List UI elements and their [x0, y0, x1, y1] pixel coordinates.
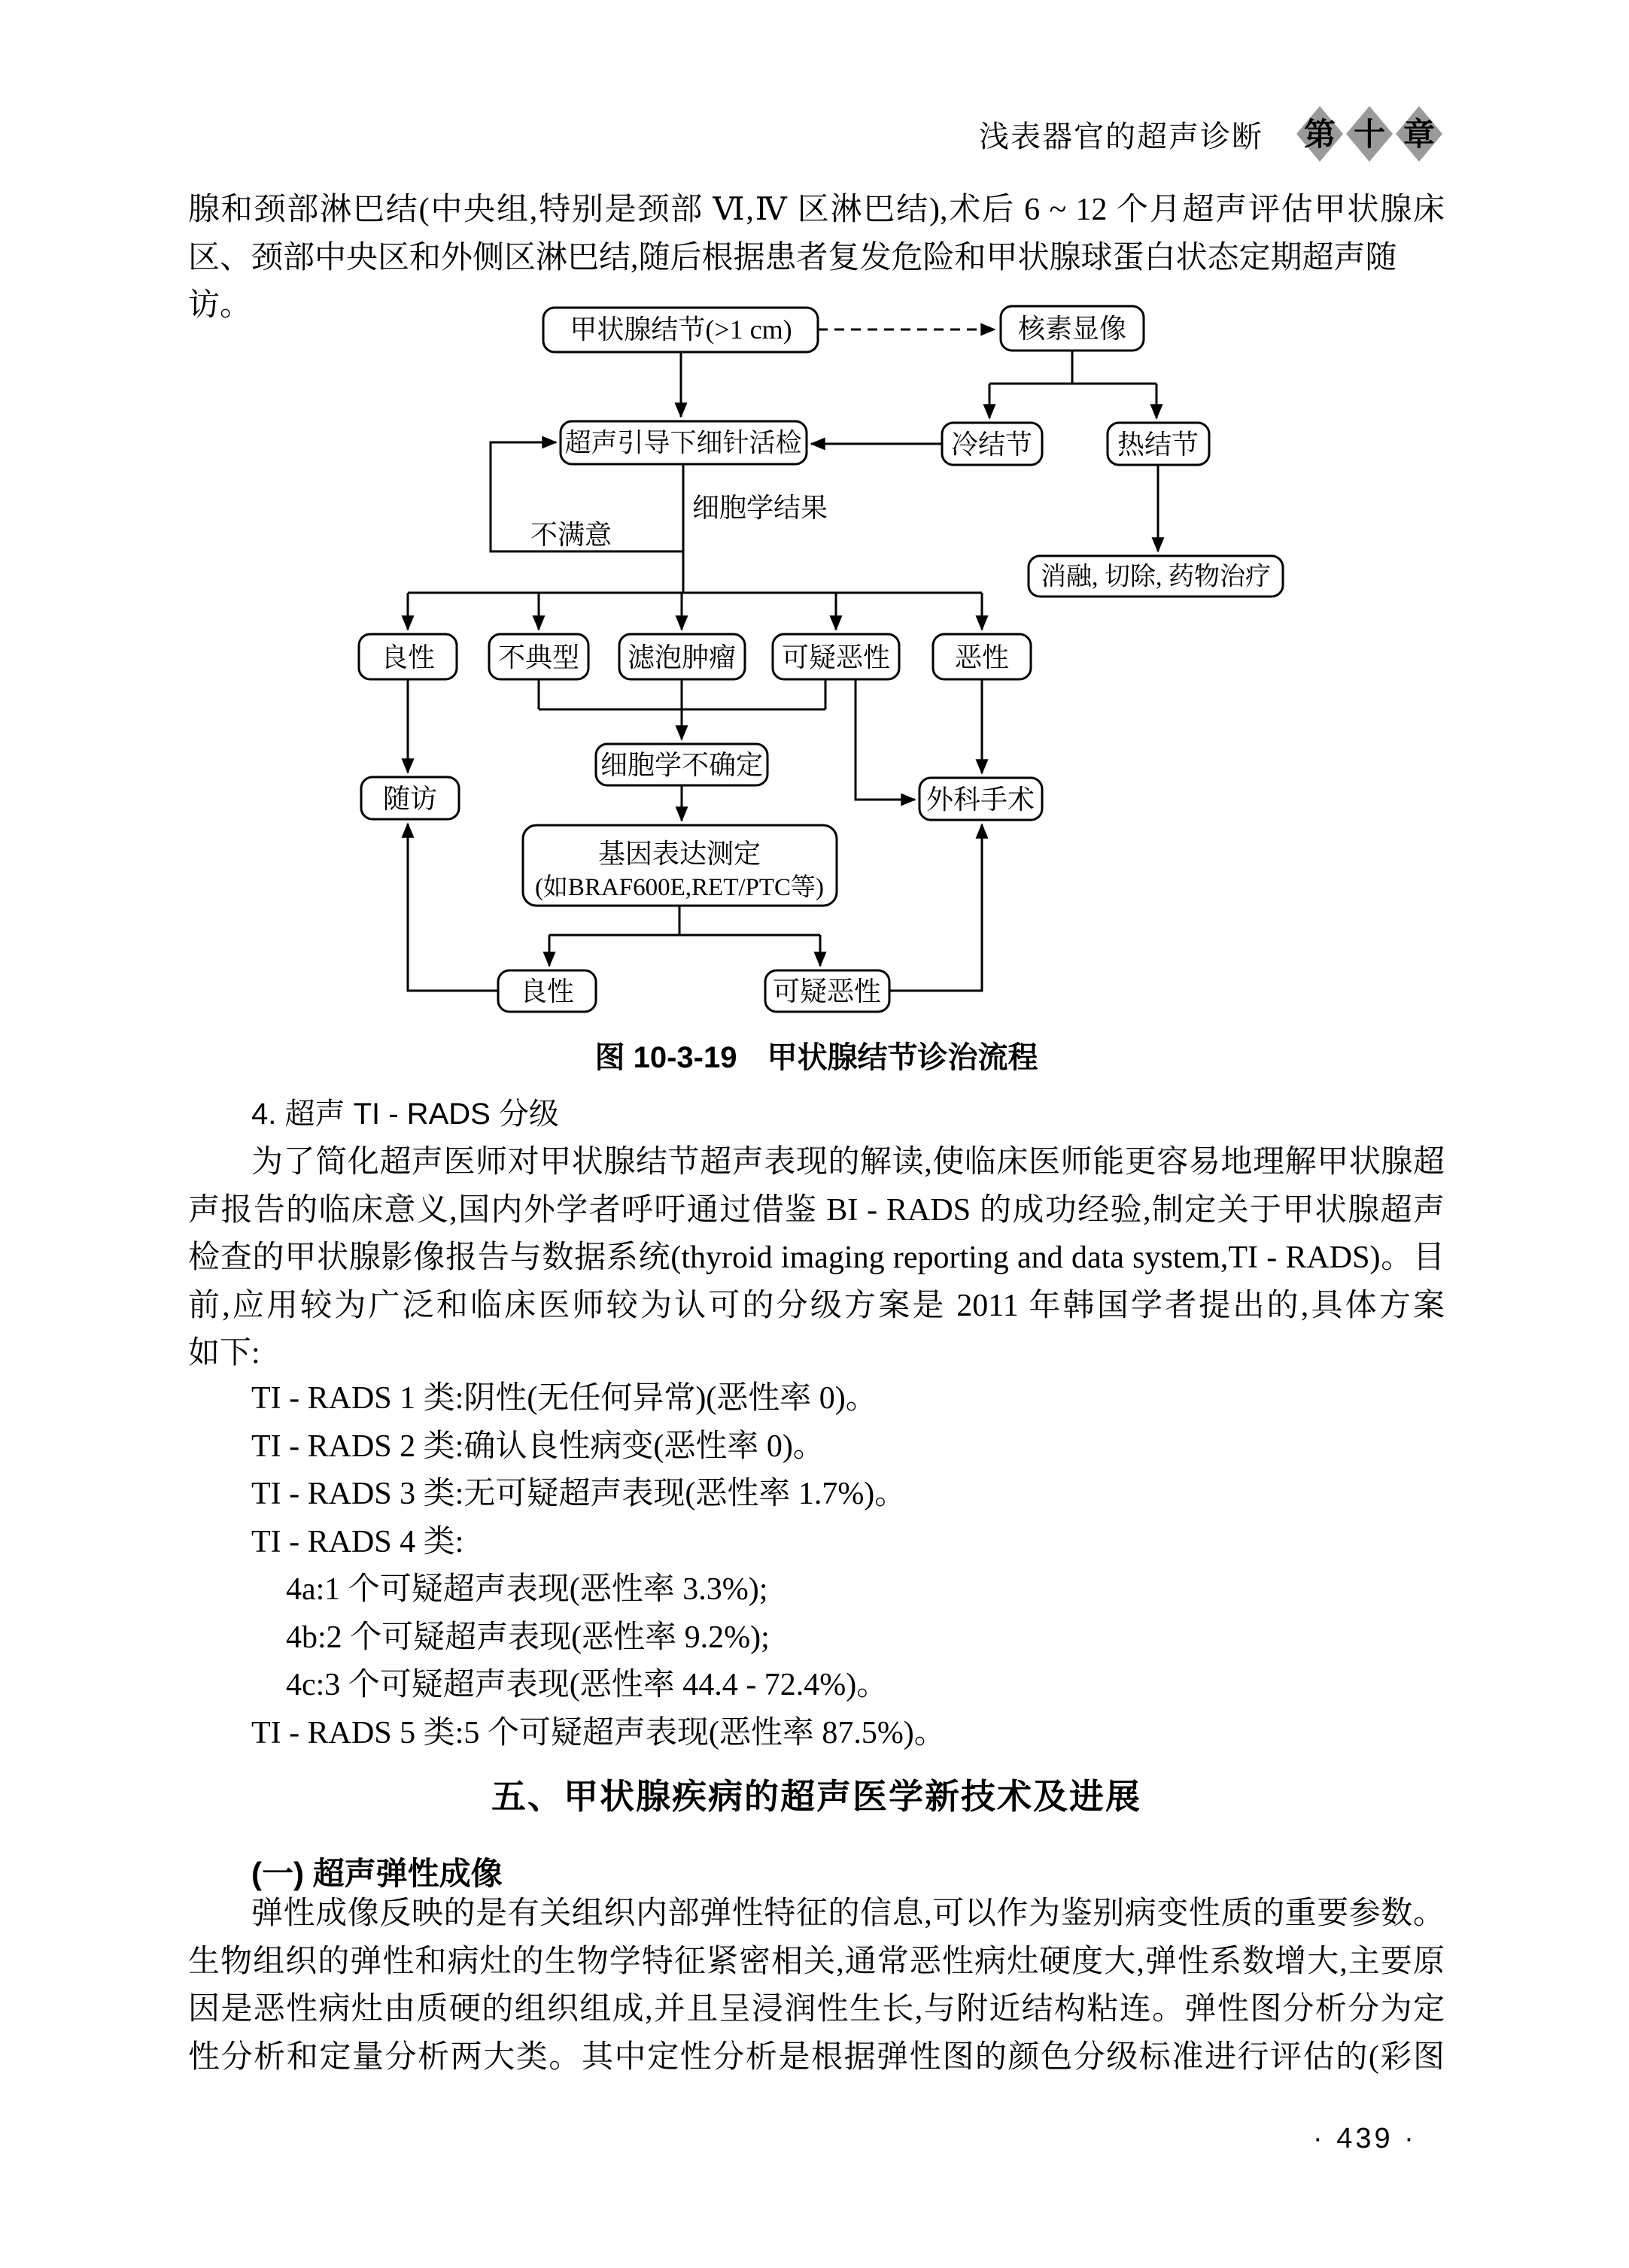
- tirads-subitem: 4a:1 个可疑超声表现(恶性率 3.3%);: [286, 1572, 768, 1607]
- node-follicular: 滤泡肿瘤: [627, 642, 737, 673]
- node-hot: 热结节: [1117, 430, 1199, 460]
- paragraph-line: 声报告的临床意义,国内外学者呼吁通过借鉴 BI - RADS 的成功经验,制定关于甲状腺超声: [188, 1192, 1445, 1228]
- node-suspicious: 可疑恶性: [781, 642, 891, 673]
- node-suspicious2: 可疑恶性: [772, 976, 882, 1006]
- tirads-subitem: 4b:2 个可疑超声表现(恶性率 9.2%);: [286, 1620, 770, 1655]
- chapter-char: 章: [1403, 118, 1436, 153]
- chapter-diamonds-icon: [1295, 104, 1445, 164]
- node-cold: 冷结节: [950, 430, 1033, 460]
- flowchart-figure: [301, 293, 1317, 1057]
- intro-line: 区、颈部中央区和外侧区淋巴结,随后根据患者复发危险和甲状腺球蛋白状态定期超声随访。: [188, 240, 1397, 323]
- node-surgery: 外科手术: [925, 785, 1035, 815]
- section-heading: 五、甲状腺疾病的超声医学新技术及进展: [491, 1777, 1141, 1816]
- label-cytology-result: 细胞学结果: [692, 493, 828, 523]
- tirads-item: TI - RADS 3 类:无可疑超声表现(恶性率 1.7%)。: [251, 1477, 907, 1511]
- figure-caption: 图 10-3-19 甲状腺结节诊治流程: [594, 1041, 1038, 1074]
- tirads-list: [251, 1375, 946, 1757]
- paragraph-line: 检查的甲状腺影像报告与数据系统(thyroid imaging reporting and data system,TI - RADS)。目: [188, 1240, 1445, 1275]
- paragraph-line: 如下:: [188, 1336, 260, 1371]
- node-benign: 良性: [380, 642, 436, 673]
- paragraph-line: 弹性成像反映的是有关组织内部弹性特征的信息,可以作为鉴别病变性质的重要参数。: [251, 1896, 1445, 1931]
- elastography-paragraph: [188, 1890, 1445, 2081]
- arrow-benign2-to-followup: [408, 824, 498, 991]
- tirads-item: TI - RADS 5 类:5 个可疑超声表现(恶性率 87.5%)。: [251, 1715, 946, 1750]
- chapter-char: 第: [1303, 118, 1336, 153]
- arrow-suspicious-to-surgery: [856, 679, 915, 800]
- node-atypical: 不典型: [497, 642, 580, 673]
- tirads-subitem: 4c:3 个可疑超声表现(恶性率 44.4 - 72.4%)。: [286, 1668, 889, 1702]
- node-benign2: 良性: [519, 976, 575, 1006]
- node-followup: 随访: [382, 784, 438, 814]
- running-head-title: 浅表器官的超声诊断: [979, 119, 1263, 153]
- node-fna: 超声引导下细针活检: [564, 428, 802, 458]
- subheading-tirads: 4. 超声 TI - RADS 分级: [251, 1098, 559, 1131]
- page-number: · 439 ·: [1313, 2123, 1417, 2154]
- tirads-paragraph: [188, 1139, 1445, 1378]
- tirads-item: TI - RADS 1 类:阴性(无任何异常)(恶性率 0)。: [251, 1381, 877, 1416]
- tirads-item: TI - RADS 4 类:: [251, 1524, 464, 1559]
- flow-edge-labels: [530, 493, 828, 550]
- node-gene-line1: 基因表达测定: [597, 839, 761, 869]
- paragraph-line: 为了简化超声医师对甲状腺结节超声表现的解读,使临床医师能更容易地理解甲状腺超: [251, 1145, 1445, 1180]
- node-gene-line2: (如BRAF600E,RET/PTC等): [534, 874, 825, 901]
- running-head: [979, 104, 1445, 164]
- paragraph-line: 生物组织的弹性和病灶的生物学特征紧密相关,通常恶性病灶硬度大,弹性系数增大,主要原: [188, 1944, 1445, 1979]
- paragraph-line: 前,应用较为广泛和临床医师较为认可的分级方案是 2011 年韩国学者提出的,具体方案: [188, 1288, 1445, 1323]
- subsection-heading: (一) 超声弹性成像: [251, 1856, 503, 1891]
- node-nodule: 甲状腺结节(>1 cm): [570, 314, 792, 345]
- arrow-suspicious2-to-surgery: [889, 824, 982, 991]
- node-indeterminate: 细胞学不确定: [600, 750, 764, 780]
- tirads-item: TI - RADS 2 类:确认良性病变(恶性率 0)。: [251, 1429, 825, 1464]
- paragraph-line: 因是恶性病灶由质硬的组织组成,并且呈浸润性生长,与附近结构粘连。弹性图分析分为定: [188, 1992, 1445, 2027]
- label-unsatisfactory: 不满意: [530, 520, 612, 550]
- node-scintigraphy: 核素显像: [1017, 314, 1127, 344]
- intro-line: 腺和颈部淋巴结(中央组,特别是颈部 Ⅵ,Ⅳ 区淋巴结),术后 6 ~ 12 个月超声评估甲状腺床: [188, 193, 1445, 227]
- node-malignant: 恶性: [954, 642, 1010, 673]
- node-ablation: 消融, 切除, 药物治疗: [1041, 563, 1271, 591]
- chapter-char: 十: [1353, 118, 1386, 153]
- paragraph-line: 性分析和定量分析两大类。其中定性分析是根据弹性图的颜色分级标准进行评估的(彩图: [188, 2039, 1445, 2075]
